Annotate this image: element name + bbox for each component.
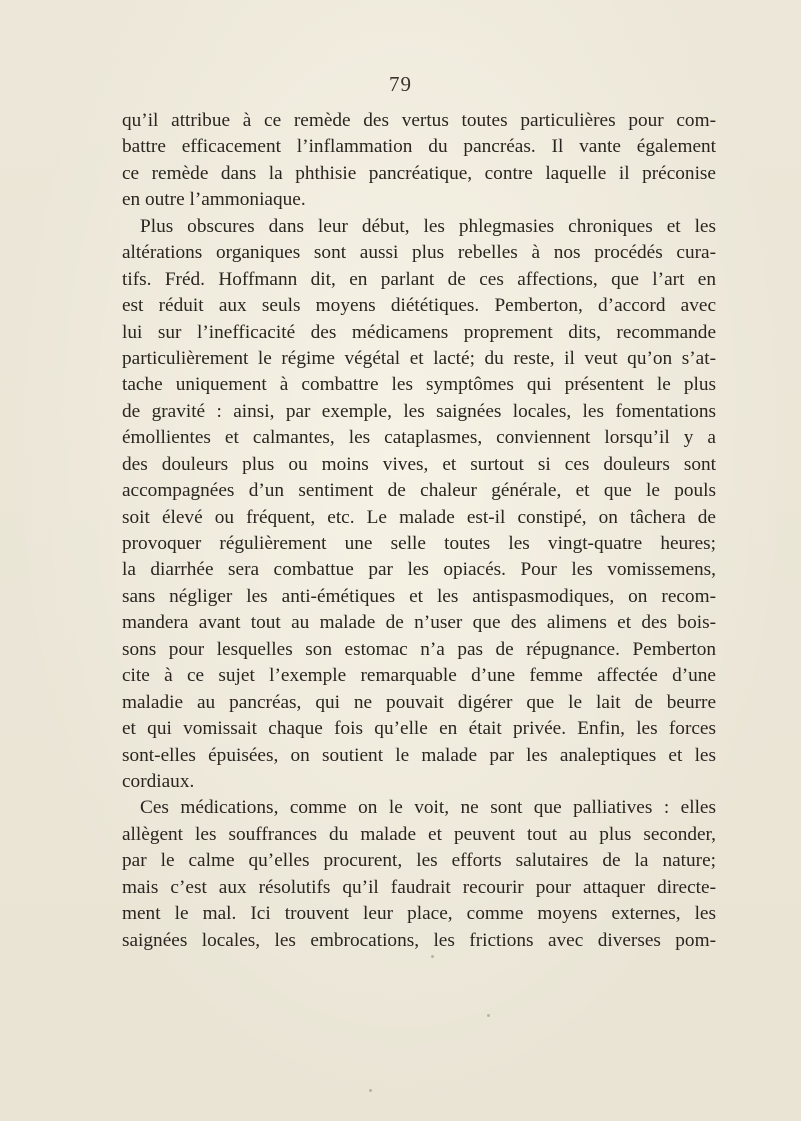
text-line: cite à ce sujet l’exemple remarquable d’une femme affectée d’une [122, 665, 716, 687]
text-line: sons pour lesquelles son estomac n’a pas de répugnance. Pemberton [122, 638, 716, 660]
text-line: mandera avant tout au malade de n’user que des alimens et des bois- [122, 612, 716, 634]
text-line: de gravité : ainsi, par exemple, les saignées locales, les fomentations [122, 400, 716, 422]
text-line: battre efficacement l’inflammation du pancréas. Il vante également [122, 136, 716, 158]
text-line: mais c’est aux résolutifs qu’il faudrait recourir pour attaquer directe- [122, 876, 716, 898]
text-line: ce remède dans la phthisie pancréatique, contre laquelle il préconise [122, 162, 716, 184]
text-line: maladie au pancréas, qui ne pouvait digérer que le lait de beurre [122, 691, 716, 713]
paragraph-start-line: Ces médications, comme on le voit, ne sont que palliatives : elles [140, 797, 716, 819]
page-number: 79 [389, 72, 412, 96]
text-line: cordiaux. [122, 770, 195, 792]
text-line: particulièrement le régime végétal et lacté; du reste, il veut qu’on s’at- [122, 347, 716, 369]
text-line: sont-elles épuisées, on soutient le malade par les analeptiques et les [122, 744, 716, 766]
text-line: tifs. Fréd. Hoffmann dit, en parlant de ces affections, que l’art en [122, 268, 716, 290]
text-line: ment le mal. Ici trouvent leur place, comme moyens externes, les [122, 903, 716, 925]
text-line: par le calme qu’elles procurent, les efforts salutaires de la nature; [122, 850, 716, 872]
paragraph-start-line: Plus obscures dans leur début, les phlegmasies chroniques et les [140, 215, 716, 237]
paper-speck [369, 1089, 372, 1092]
text-line: et qui vomissait chaque fois qu’elle en était privée. Enfin, les forces [122, 718, 716, 740]
text-line: lui sur l’inefficacité des médicamens proprement dits, recommande [122, 321, 716, 343]
text-line: la diarrhée sera combattue par les opiacés. Pour les vomissemens, [122, 559, 716, 581]
text-line: qu’il attribue à ce remède des vertus toutes particulières pour com- [122, 110, 716, 131]
text-line: allègent les souffrances du malade et peuvent tout au plus seconder, [122, 823, 716, 845]
text-line: provoquer régulièrement une selle toutes les vingt-quatre heures; [122, 533, 716, 554]
text-line: soit élevé ou fréquent, etc. Le malade est-il constipé, on tâchera de [122, 506, 716, 528]
text-line: en outre l’ammoniaque. [122, 189, 306, 211]
text-line: saignées locales, les embrocations, les frictions avec diverses pom- [122, 929, 716, 951]
text-line: altérations organiques sont aussi plus rebelles à nos procédés cura- [122, 242, 716, 264]
body-text [122, 108, 716, 954]
text-line: accompagnées d’un sentiment de chaleur générale, et que le pouls [122, 480, 716, 502]
paper-speck [431, 955, 434, 958]
paper-speck [487, 1014, 490, 1017]
text-line: tache uniquement à combattre les symptômes qui présentent le plus [122, 374, 716, 396]
text-line: sans négliger les anti-émétiques et les antispasmodiques, on recom- [122, 585, 716, 607]
text-line: est réduit aux seuls moyens diététiques. Pemberton, d’accord avec [122, 295, 716, 317]
text-line: des douleurs plus ou moins vives, et surtout si ces douleurs sont [122, 453, 716, 475]
text-line: émollientes et calmantes, les cataplasmes, conviennent lorsqu’il y a [122, 427, 716, 449]
